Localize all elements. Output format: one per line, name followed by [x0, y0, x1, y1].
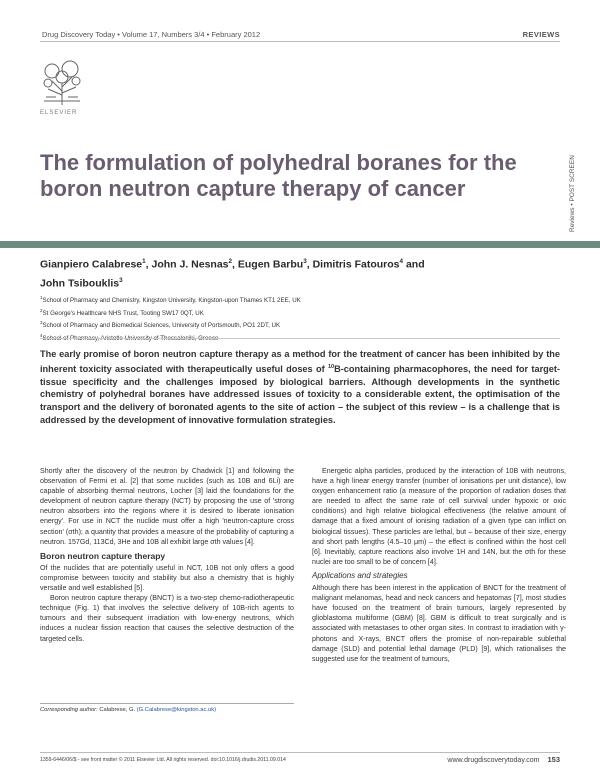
affiliation-divider — [40, 338, 560, 339]
copyright-line: 1359-6446/06/$ - see front matter © 2011 Elsevier Ltd. All rights reserved. doi:10.1016/j.drudis.2011.09.014 — [40, 757, 286, 763]
side-tab-label: Reviews • POST SCREEN — [569, 155, 576, 232]
paragraph: Energetic alpha particles, produced by the interaction of 10B with neutrons, have a high linear energy transfer (number of ionisations per unit distance), low oxygen enhancement ratio (a measure of the proportion of radiation doses that are needed to affect the same rate of cell survival under hypoxic or oxic conditions) and high relative biological effectiveness (the relative amount of damage that a fixed amount of ionising radiation of a given type can inflict on biological tissues). These particles are lethal, but – because of their size, energy and short path lengths (4.5–10 μm) – the effect is confined within the host cell [6]. Inevitably, capture reactions also involve 1H and 14N, but the σth for these nuclei are too small to be of concern [4]. — [312, 467, 566, 566]
author-name: John Tsibouklis — [40, 277, 120, 289]
publisher-logo-text: ELSEVIER — [40, 110, 78, 116]
section-label: REVIEWS — [522, 30, 560, 39]
paragraph: Of the nuclides that are potentially useful in NCT, 10B not only offers a good compromise between toxicity and stability but also a chemistry that is highly versatile and well established [5]. — [40, 563, 294, 593]
paragraph: Shortly after the discovery of the neutron by Chadwick [1] and following the observation of Fermi et al. [2] that some nuclides (such as 10B and 6Li) are capable of absorbing thermal neutrons, Locher [3] laid the foundations for the development of neutron capture therapy (NCT) by proposing the use of 'strong neutron absorbers into the regions where it is desired to liberate ionisation energy'. For use in NCT the nuclide must offer a high 'neutron-capture cross section' (σth); a quantity that provides a measure of the probability of capturing a neutron. 157Gd, 113Cd, 3He and 10B all exhibit large σth values [4]. — [40, 467, 294, 546]
side-tab — [567, 156, 585, 236]
title-band — [0, 241, 600, 248]
footer-divider — [40, 752, 560, 753]
page-number: 153 — [547, 755, 560, 764]
author-email-link[interactable]: (G.Calabrese@kingston.ac.uk) — [136, 707, 217, 713]
elsevier-tree-logo — [40, 57, 84, 109]
section-heading: Boron neutron capture therapy — [40, 550, 166, 561]
footnote-divider — [40, 703, 294, 704]
corresponding-author: Corresponding author: Calabrese, G. (G.Calabrese@kingston.ac.uk) — [40, 707, 217, 713]
body-column-left — [40, 466, 294, 644]
body-column-right — [312, 466, 566, 664]
article-title: The formulation of polyhedral boranes for the boron neutron capture therapy of cancer — [40, 150, 517, 201]
journal-header: Drug Discovery Today • Volume 17, Numbers 3/4 • February 2012 — [42, 30, 261, 39]
footer-right — [447, 755, 560, 764]
affiliations — [40, 293, 560, 343]
affiliation: $^2$St George's Healthcare NHS Trust, Tooting SW17 0QT, UK — [40, 307, 204, 317]
subsection-heading: Applications and strategies — [312, 570, 408, 580]
affiliation: $^1$School of Pharmacy and Chemistry, Kingston University, Kingston-upon Thames KT1 2EE, UK — [40, 295, 301, 305]
affiliation: 4 — [40, 332, 43, 338]
author-list: Gianpiero Calabrese$^1$, John J. Nesnas$^2$, Eugen Barbu$^3$, Dimitris Fatouros$^4$ and John Tsibouklis$^3$ — [40, 258, 425, 289]
paragraph: Although there has been interest in the application of BNCT for the treatment of malignant melanomas, head and neck cancers and hepatomas [7], most studies have focused on the treatment of brain tumours, largely represented by glioblastoma multiforme (GBM) [8]. GBM is difficult to treat surgically and is associated with metastases to other organ sites. In contrast to irradiation with γ-photons and X-rays, BNCT offers the promise of non-repairable sublethal damage (SLD) and potential lethal damage (PLD) [9], which rationalises the suggested use for the treatment of tumours, — [312, 584, 566, 663]
abstract: The early promise of boron neutron capture therapy as a method for the treatment of cancer has been inhibited by the inherent toxicity associated with therapeutically useful doses of $^{10}$B-containing pharmacophores, the need for target-tissue specificity and the challenges imposed by biological barriers. Although developments in the synthetic chemistry of polyhedral boranes have addressed issues of toxicity to a considerable extent, the optimisation of the transport and the delivery of boronated agents to the site of action – the subject of this review – is a challenge that is addressed by the development of innovative formulation strategies. — [40, 349, 560, 426]
author-name: John J. Nesnas — [151, 258, 229, 271]
journal-website-link[interactable]: www.drugdiscoverytoday.com — [447, 757, 540, 764]
affiliation: $^3$School of Pharmacy and Biomedical Sciences, University of Portsmouth, PO1 2DT, UK — [40, 320, 281, 330]
header-divider — [40, 41, 560, 42]
author-name: Gianpiero Calabrese — [40, 258, 143, 271]
paragraph: Boron neutron capture therapy (BNCT) is a two-step chemo-radiotherapeutic technique (Fig. 1) that involves the selective delivery of 10B-rich agents to tumours and their subsequent irradiation with low-energy neutrons, which induces a nuclear fission reaction that causes the selective destruction of the targeted cells. — [40, 594, 294, 643]
author-name: Dimitris Fatouros — [312, 258, 400, 271]
author-name: Eugen Barbu — [237, 258, 304, 271]
